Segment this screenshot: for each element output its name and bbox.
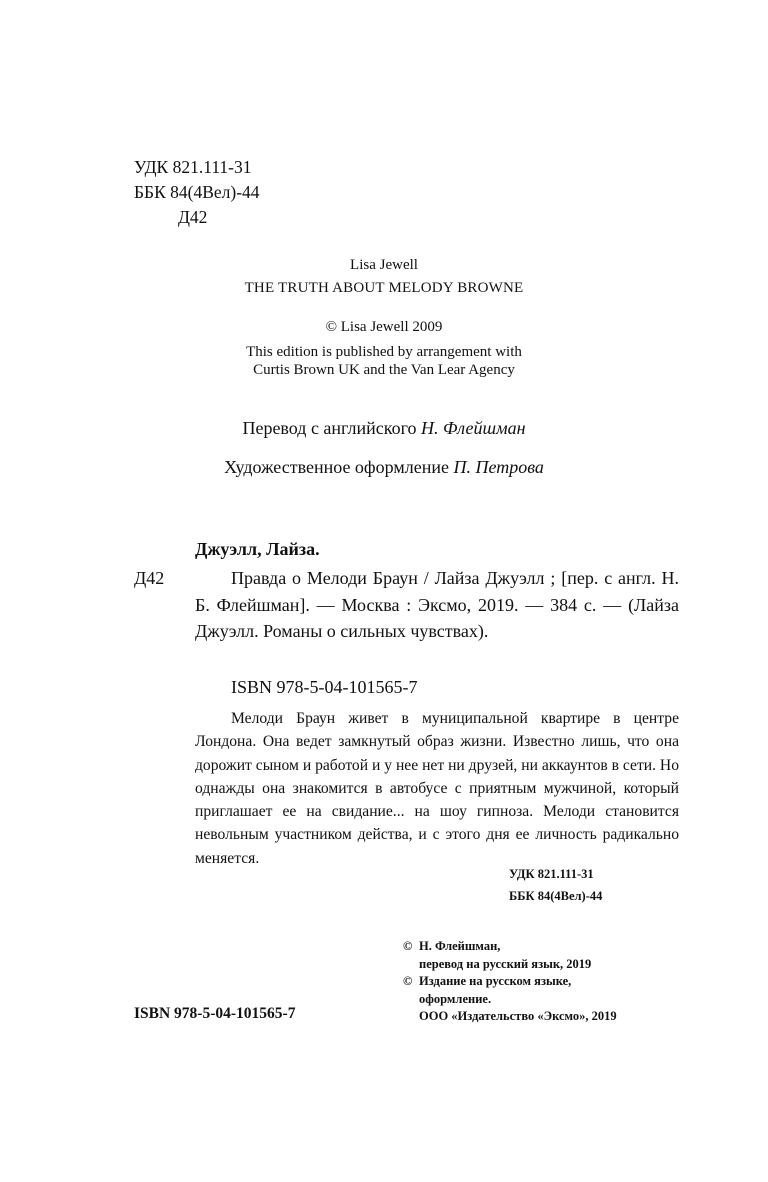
copyright-symbol: © — [403, 974, 413, 988]
bib-code: Д42 — [134, 568, 165, 588]
udk-code-bottom: УДК 821.111-31 — [509, 867, 594, 881]
bib-description: Правда о Мелоди Браун / Лайза Джуэлл ; [пер. с англ. Н. Б. Флейшман]. — Москва : Эксмо, 2019. — 384 с. — (Лайза Джуэлл. Романы о сильных чувствах). — [195, 568, 679, 641]
copyright-edition-line — [403, 973, 617, 991]
copyright-translator-note: перевод на русский язык, 2019 — [419, 956, 592, 971]
edition-note-line2: Curtis Brown UK and the Van Lear Agency — [253, 362, 515, 378]
author-mark: Д42 — [178, 207, 208, 227]
original-copyright: © Lisa Jewell 2009 — [325, 319, 443, 335]
copyright-translator-name: Н. Флейшман, — [419, 939, 501, 953]
translator-name: Н. Флейшман — [421, 418, 526, 438]
classification-codes-bottom — [509, 863, 602, 907]
copyright-symbol: © — [403, 939, 413, 953]
annotation: Мелоди Браун живет в муниципальной квартире в центре Лондона. Она ведет замкнутый образ жизни. Известно лишь, что она дорожит сыном и работой и у нее нет ни друзей, ни аккаунтов в сети. Но однажды она знакомится в автобусе с приятным мужчиной, который приглашает ее на свидание... на шоу гипноза. Мелоди становится невольным участником действа, и с этого дня ее личность радикально меняется. — [195, 710, 679, 867]
isbn-bottom: ISBN 978-5-04-101565-7 — [134, 1005, 296, 1022]
bbk-code: ББК 84(4Вел)-44 — [134, 182, 260, 202]
edition-note-line1: This edition is published by arrangement with — [246, 344, 522, 360]
translation-label: Перевод с английского — [242, 418, 417, 438]
bib-isbn: ISBN 978-5-04-101565-7 — [231, 677, 418, 697]
bib-author: Джуэлл, Лайза. — [195, 539, 320, 559]
copyright-translator-line — [403, 938, 617, 956]
translation-credit — [0, 416, 768, 440]
design-label: Художественное оформление — [224, 457, 449, 477]
copyright-edition-line3: ООО «Издательство «Эксмо», 2019 — [419, 1009, 617, 1023]
copyright-block — [403, 938, 617, 1026]
copyright-edition-line1: Издание на русском языке, — [419, 974, 572, 988]
original-title: THE TRUTH ABOUT MELODY BROWNE — [244, 280, 524, 296]
classification-codes — [134, 155, 260, 230]
copyright-edition-line2: оформление. — [419, 991, 492, 1006]
designer-name: П. Петрова — [453, 457, 544, 477]
udk-code: УДК 821.111-31 — [134, 157, 252, 177]
original-author: Lisa Jewell — [350, 257, 418, 273]
bbk-code-bottom: ББК 84(4Вел)-44 — [509, 889, 603, 903]
design-credit — [0, 455, 768, 479]
